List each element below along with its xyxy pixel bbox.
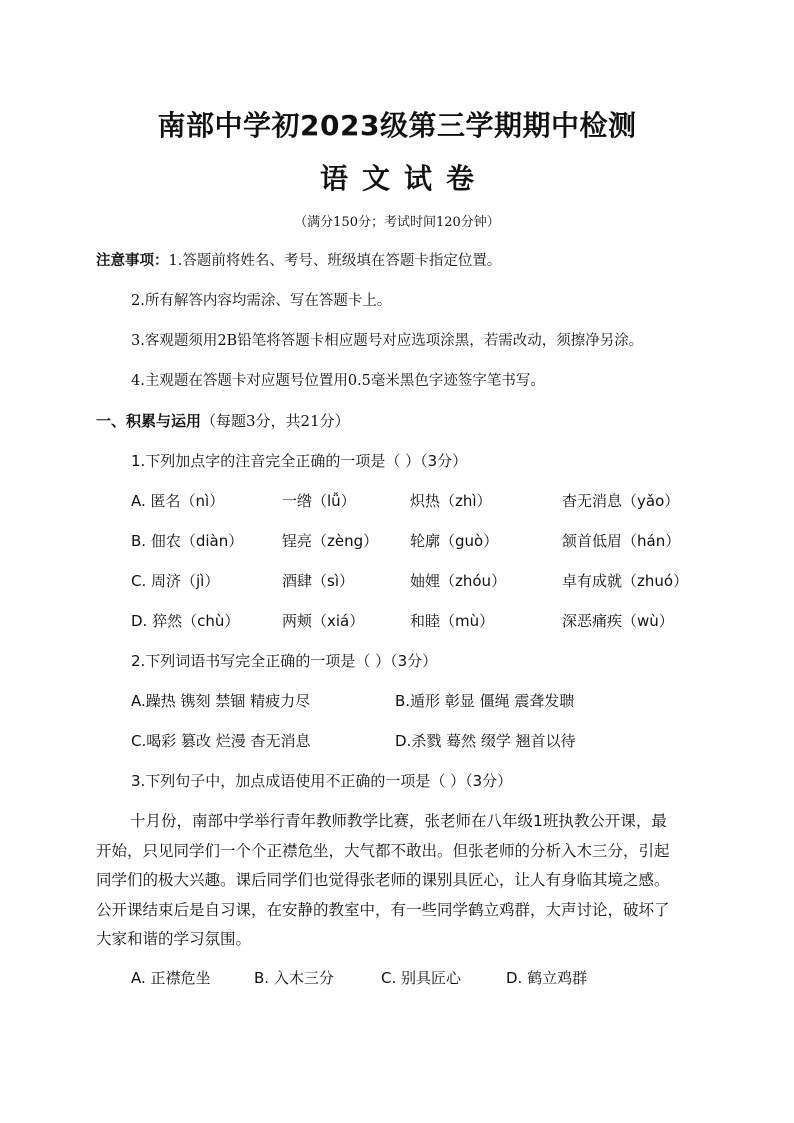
q1-option-b-item-3: 轮廓（guò）	[410, 532, 499, 550]
exam-score-time-note: （满分150分；考试时间120分钟）	[294, 215, 500, 230]
q3-option-c: C. 别具匠心	[381, 969, 462, 987]
question-2-stem: 2.下列词语书写完全正确的一项是（ ）（3分）	[131, 652, 438, 670]
notice-label: 注意事项：	[96, 253, 169, 269]
question-1-stem: 1.下列加点字的注音完全正确的一项是（ ）（3分）	[131, 452, 468, 470]
q3-option-b: B. 入木三分	[254, 969, 334, 987]
notice-item-1-line	[96, 251, 501, 271]
q3-option-a: A. 正襟危坐	[131, 969, 211, 987]
q3-passage	[96, 807, 696, 955]
q1-option-d-item-3: 和睦（mù）	[410, 612, 495, 630]
q1-option-d-item-1: D. 猝然（chù）	[131, 612, 240, 630]
section-score: （每题3分，共21分）	[201, 412, 350, 430]
notice-item-3: 3.客观题须用2B铅笔将答题卡相应题号对应选项涂黑，若需改动，须擦净另涂。	[131, 333, 644, 349]
section-title: 一、积累与运用	[96, 412, 202, 430]
q2-option-c: C.喝彩 篡改 烂漫 杳无消息	[131, 732, 311, 750]
section-heading	[96, 410, 350, 431]
passage-line-3: 同学们的极大兴趣。课后同学们也觉得张老师的课别具匠心，让人有身临其境之感。	[96, 871, 670, 889]
notice-item-4: 4.主观题在答题卡对应题号位置用0.5毫米黑色字迹签字笔书写。	[131, 373, 545, 389]
q1-option-c-item-1: C. 周济（jì）	[131, 572, 220, 590]
q1-option-a-item-3: 炽热（zhì）	[410, 492, 492, 510]
q1-option-c-item-2: 酒肆（sì）	[282, 572, 354, 590]
q3-option-d: D. 鹤立鸡群	[506, 969, 588, 987]
q1-option-a-item-4: 杳无消息（yǎo）	[562, 492, 680, 510]
q1-option-b-item-2: 锃亮（zèng）	[282, 532, 379, 550]
q1-option-b-item-4: 颔首低眉（hán）	[562, 532, 681, 550]
q1-option-a-item-2: 一绺（lǚ）	[282, 492, 356, 510]
q1-option-c-item-3: 妯娌（zhóu）	[410, 572, 507, 590]
notice-item-2: 2.所有解答内容均需涂、写在答题卡上。	[131, 293, 392, 309]
exam-subtitle: 语文试卷	[319, 162, 488, 195]
passage-line-2: 开始，只见同学们一个个正襟危坐，大气都不敢出。但张老师的分析入木三分，引起	[96, 841, 670, 860]
q1-option-d-item-2: 两颊（xiá）	[282, 612, 365, 630]
notice-item-1: 1.答题前将姓名、考号、班级填在答题卡指定位置。	[168, 253, 502, 269]
q1-option-b-item-1: B. 佃农（diàn）	[131, 532, 244, 550]
q2-option-b: B.遁形 彰显 僵绳 震聋发聩	[395, 692, 575, 710]
passage-line-1: 十月份，南部中学举行青年教师教学比赛，张老师在八年级1班执教公开课，最	[130, 812, 667, 830]
q2-option-a: A.躁热 镌刻 禁锢 精疲力尽	[131, 692, 311, 710]
q1-option-c-item-4: 卓有成就（zhuó）	[562, 572, 689, 590]
q1-option-a-item-1: A. 匿名（nì）	[131, 492, 225, 510]
exam-title: 南部中学初2023级第三学期期中检测	[157, 109, 637, 142]
question-3-stem: 3.下列句子中，加点成语使用不正确的一项是（ ）（3分）	[131, 772, 513, 790]
q2-option-d: D.杀戮 蓦然 缀学 翘首以待	[395, 732, 576, 750]
passage-line-5: 大家和谐的学习氛围。	[96, 930, 252, 948]
passage-line-4: 公开课结束后是自习课，在安静的教室中，有一些同学鹤立鸡群，大声讨论，破坏了	[96, 900, 670, 919]
q1-option-d-item-4: 深恶痛疾（wù）	[562, 612, 674, 630]
